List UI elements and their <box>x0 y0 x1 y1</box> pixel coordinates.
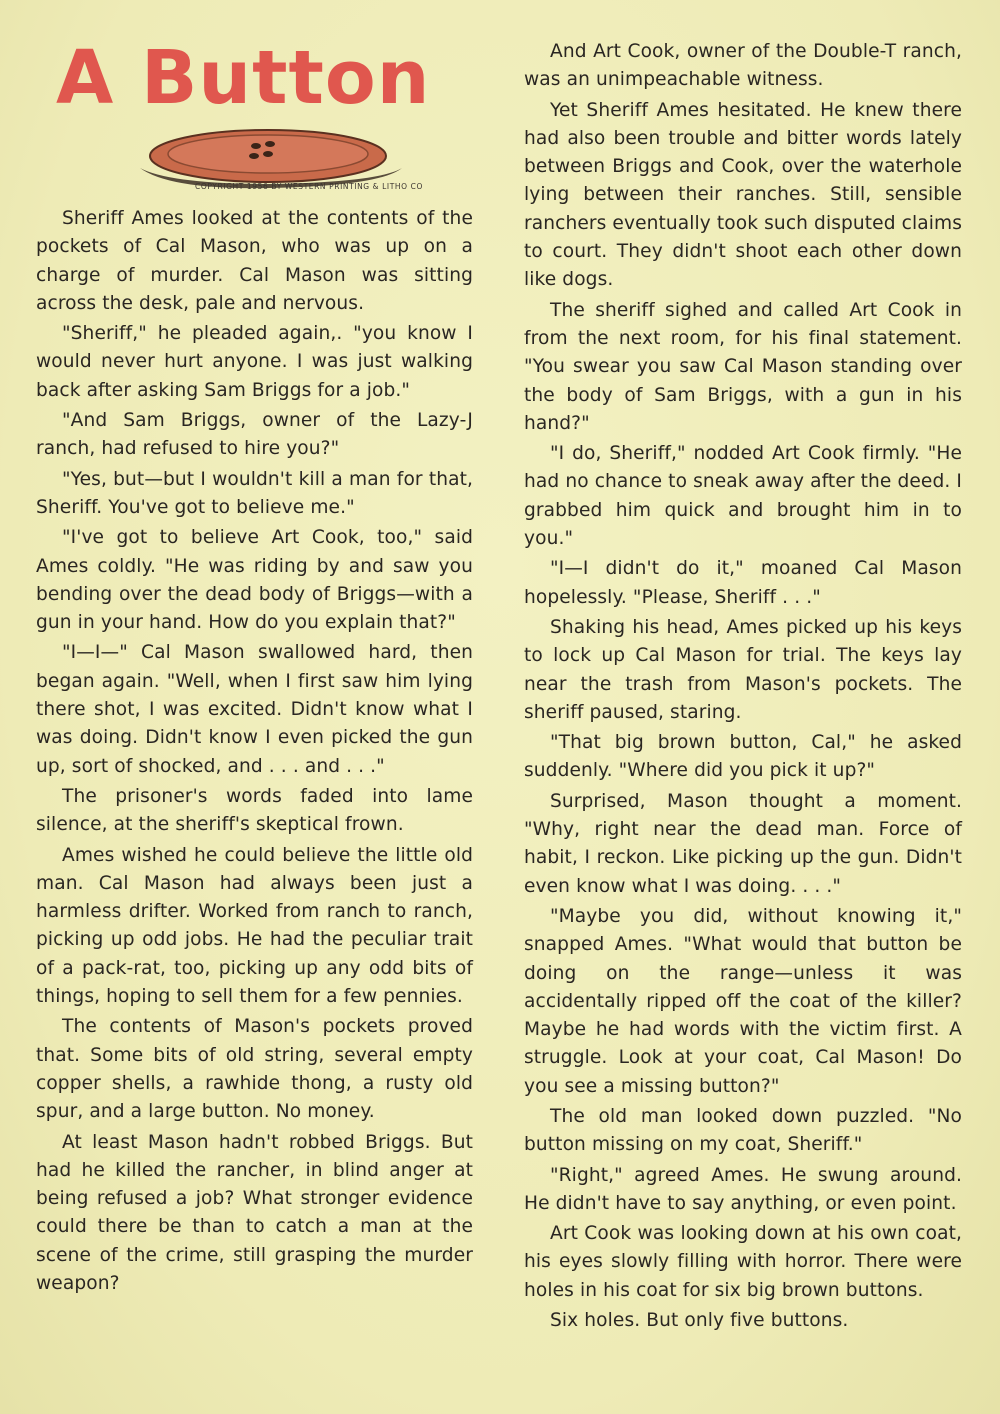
story-title: A Button <box>56 35 431 121</box>
story-paragraph: "Maybe you did, without knowing it," snapped Ames. "What would that button be doing on the range—unless it was accidentally ripped off the coat of the killer? Maybe he had words with the victim first. A struggle. Look at your coat, Cal Mason! Do you see a missing button?" <box>524 905 962 1097</box>
story-paragraph: At least Mason hadn't robbed Briggs. But had he killed the rancher, in blind anger at being refused a job? What stronger evidence could there be than to catch a man at the scene of the crime, still grasping the murder weapon? <box>36 1131 473 1294</box>
story-paragraph: "I—I—" Cal Mason swallowed hard, then began again. "Well, when I first saw him lying there shot, I was excited. Didn't know what I was doing. Didn't know I even picked the gun up, sort of shocked, and . . . and . . ." <box>36 642 473 777</box>
story-paragraph: "I do, Sheriff," nodded Art Cook firmly. "He had no chance to sneak away after the deed. I grabbed him quick and brought him in to you." <box>524 443 962 550</box>
story-paragraph: The contents of Mason's pockets proved that. Some bits of old string, several empty copper shells, a rawhide thong, a rusty old spur, and a large button. No money. <box>36 1016 473 1123</box>
story-paragraph: "I've got to believe Art Cook, too," said Ames coldly. "He was riding by and saw you bending over the dead body of Briggs—with a gun in your hand. How do you explain that?" <box>36 527 473 634</box>
story-paragraph: "That big brown button, Cal," he asked suddenly. "Where did you pick it up?" <box>524 732 962 782</box>
story-paragraph: Art Cook was looking down at his own coat, his eyes slowly filling with horror. There were holes in his coat for six big brown buttons. <box>524 1223 962 1301</box>
story-paragraph: The prisoner's words faded into lame silence, at the sheriff's skeptical frown. <box>36 785 473 836</box>
story-paragraph: And Art Cook, owner of the Double-T ranch, was an unimpeachable witness. <box>524 41 962 91</box>
copyright-line: COPYRIGHT 1956 BY WESTERN PRINTING & LITHO CO <box>195 182 423 191</box>
story-paragraph: "And Sam Briggs, owner of the Lazy-J ranch, had refused to hire you?" <box>36 410 473 460</box>
story-paragraph: Ames wished he could believe the little old man. Cal Mason had always been just a harmless drifter. Worked from ranch to ranch, picking up odd jobs. He had the peculiar trait of a pack-rat, too, picking up any odd bits of things, hoping to sell them for a few pennies. <box>36 844 473 1008</box>
story-paragraph: The sheriff sighed and called Art Cook in from the next room, for his final statement. "You swear you saw Cal Mason standing over the body of Sam Briggs, with a gun in his hand?" <box>524 299 962 434</box>
button-hole <box>251 143 261 149</box>
button-hole <box>265 141 275 147</box>
story-paragraph: The old man looked down puzzled. "No button missing on my coat, Sheriff." <box>524 1105 962 1156</box>
button-hole <box>249 153 259 159</box>
button-hole <box>263 151 273 157</box>
title-block <box>50 30 480 195</box>
story-paragraph: Sheriff Ames looked at the contents of the pockets of Cal Mason, who was up on a charge of murder. Cal Mason was sitting across the desk, pale and nervous. <box>36 208 473 314</box>
right-column <box>524 38 962 1337</box>
story-paragraph: "Right," agreed Ames. He swung around. He didn't have to say anything, or even point. <box>524 1164 962 1214</box>
story-paragraph: Surprised, Mason thought a moment. "Why, right near the dead man. Force of habit, I reckon. Like picking up the gun. Didn't even know what I was doing. . . ." <box>524 790 962 897</box>
story-paragraph: Shaking his head, Ames picked up his keys to lock up Cal Mason for trial. The keys lay near the trash from Mason's pockets. The sheriff paused, staring. <box>524 616 962 723</box>
story-paragraph: Six holes. But only five buttons. <box>550 1310 849 1332</box>
story-paragraph: "Yes, but—but I wouldn't kill a man for that, Sheriff. You've got to believe me." <box>36 468 473 518</box>
story-paragraph: "Sheriff," he pleaded again,. "you know I would never hurt anyone. I was just walking back after asking Sam Briggs for a job." <box>36 323 473 401</box>
story-paragraph: "I—I didn't do it," moaned Cal Mason hopelessly. "Please, Sheriff . . ." <box>524 558 962 608</box>
left-column <box>36 205 473 1300</box>
story-paragraph: Yet Sheriff Ames hesitated. He knew there had also been trouble and bitter words lately between Briggs and Cook, over the waterhole lying between their ranches. Still, sensible ranchers eventually took such disputed claims to court. They didn't shoot each other down like dogs. <box>524 99 962 291</box>
